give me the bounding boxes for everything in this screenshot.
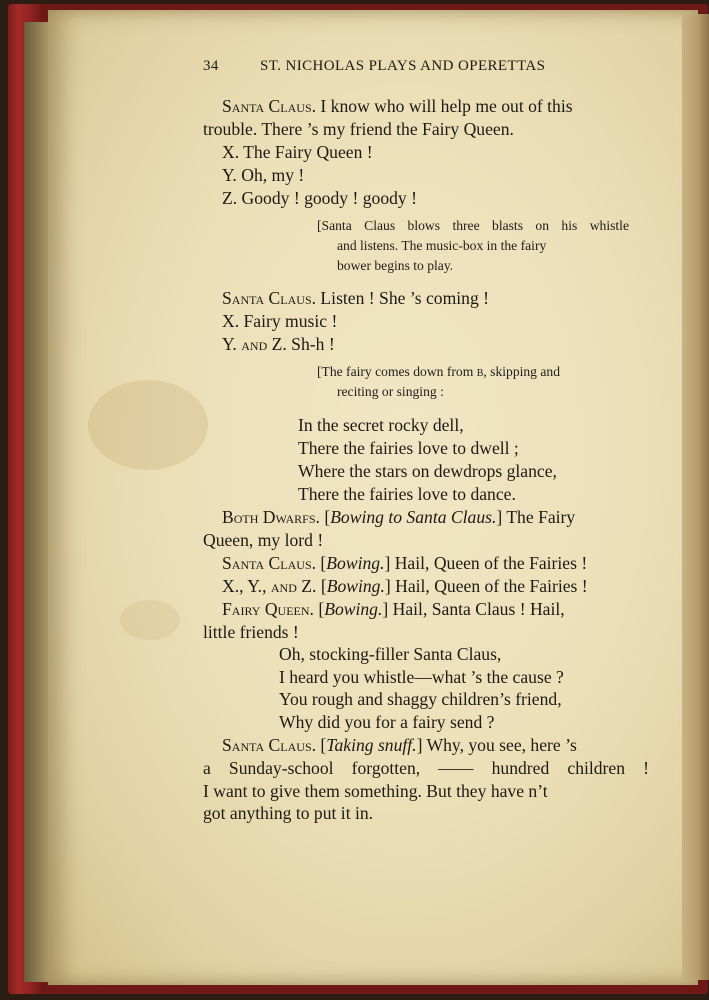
- stage-direction: [The fairy comes down from b, skipping and: [317, 364, 561, 379]
- dialogue-line: Y. Oh, my !: [222, 165, 305, 185]
- running-title: ST. NICHOLAS PLAYS AND OPERETTAS: [260, 58, 546, 74]
- dialogue-line: Queen, my lord !: [203, 530, 324, 550]
- speaker-name: Fairy Queen.: [222, 599, 314, 619]
- dialogue-line: little friends !: [203, 622, 299, 642]
- verse-line: I heard you whistle—what ’s the cause ?: [279, 667, 564, 687]
- verse-line: You rough and shaggy children’s friend,: [279, 689, 562, 709]
- verse-line: Oh, stocking-filler Santa Claus,: [279, 644, 502, 664]
- dialogue-line: a Sunday-school forgotten, —— hundred children !: [203, 758, 649, 778]
- dialogue-line: X., Y., and Z. [Bowing.] Hail, Queen of the Fairies !: [222, 576, 588, 596]
- verse-line: Where the stars on dewdrops glance,: [298, 461, 557, 481]
- verse-line: In the secret rocky dell,: [298, 415, 464, 435]
- page-number: 34: [203, 58, 219, 74]
- dialogue-line: got anything to put it in.: [203, 803, 374, 823]
- dialogue-line: Santa Claus. I know who will help me out of this: [222, 96, 573, 116]
- speaker-name: Santa Claus.: [222, 288, 317, 308]
- dialogue-line: Santa Claus. [Bowing.] Hail, Queen of the Fairies !: [222, 553, 588, 573]
- dialogue-line: X. Fairy music !: [222, 311, 338, 331]
- stage-direction: bower begins to play.: [337, 258, 454, 273]
- speaker-name: Santa Claus.: [222, 553, 317, 573]
- dialogue-line: Z. Goody ! goody ! goody !: [222, 188, 417, 208]
- dialogue-line: X. The Fairy Queen !: [222, 142, 373, 162]
- verse-line: There the fairies love to dwell ;: [298, 438, 519, 458]
- dialogue-line: Y. and Z. Sh-h !: [222, 334, 335, 354]
- stage-direction: [Santa Claus blows three blasts on his whistle: [317, 218, 629, 233]
- stage-direction: reciting or singing :: [337, 384, 444, 399]
- dialogue-line: Santa Claus. [Taking snuff.] Why, you see, here ’s: [222, 735, 577, 755]
- speaker-name: Both Dwarfs.: [222, 507, 320, 527]
- dialogue-line: Santa Claus. Listen ! She ’s coming !: [222, 288, 490, 308]
- dialogue-line: trouble. There ’s my friend the Fairy Queen.: [203, 119, 514, 139]
- stage-direction: and listens. The music-box in the fairy: [337, 238, 547, 253]
- verse-line: There the fairies love to dance.: [298, 484, 516, 504]
- verse-line: Why did you for a fairy send ?: [279, 712, 495, 732]
- dialogue-line: Both Dwarfs. [Bowing to Santa Claus.] The Fairy: [222, 507, 576, 527]
- speaker-name: Santa Claus.: [222, 735, 317, 755]
- dialogue-line: Fairy Queen. [Bowing.] Hail, Santa Claus ! Hail,: [222, 599, 565, 619]
- dialogue-line: I want to give them something. But they have n’t: [203, 781, 548, 801]
- speaker-name: Santa Claus.: [222, 96, 317, 116]
